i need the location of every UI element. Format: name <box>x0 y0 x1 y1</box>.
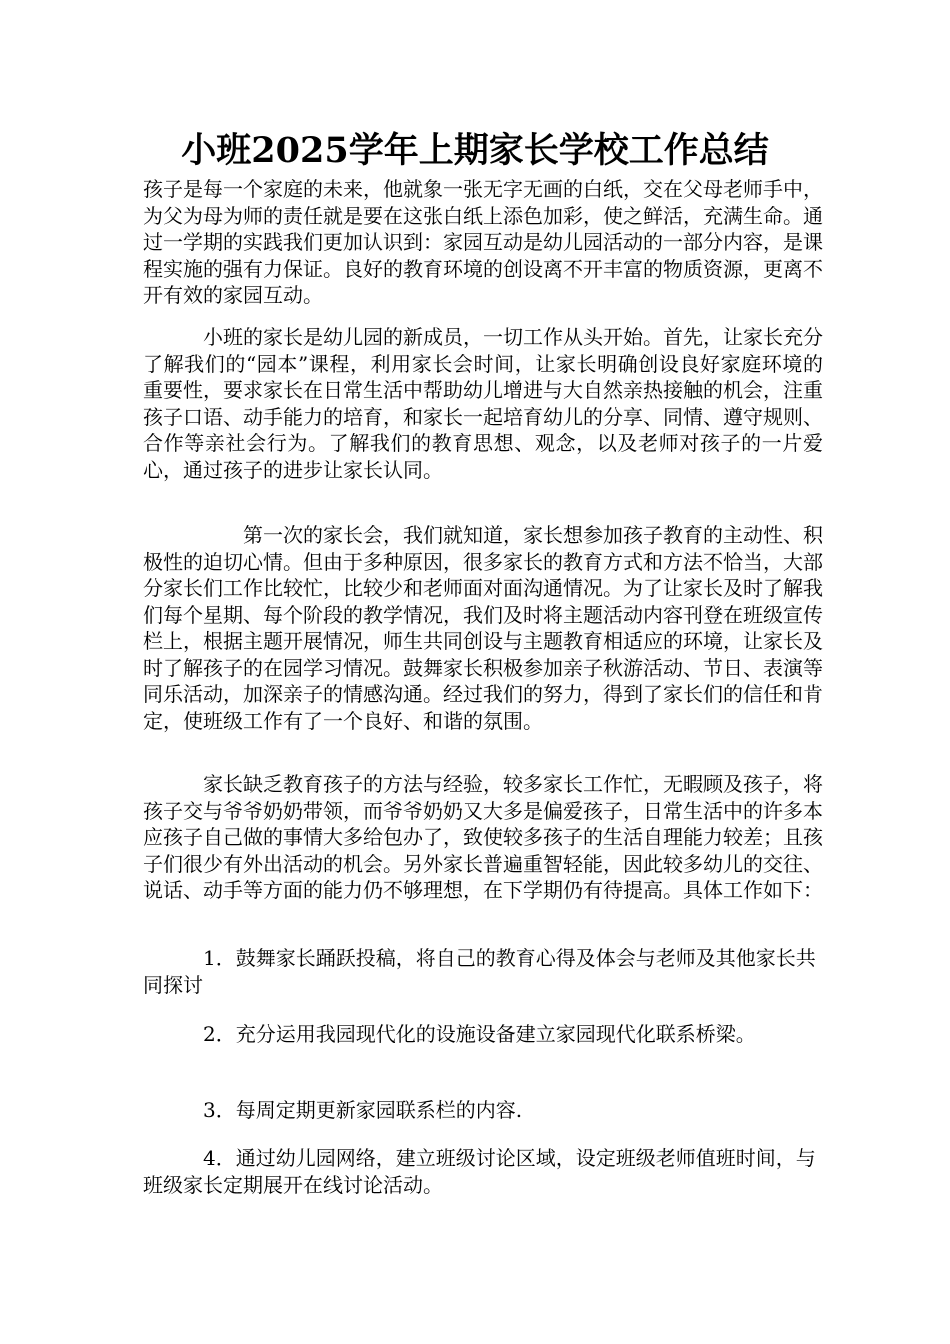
paragraph-parent-issues: 家长缺乏教育孩子的方法与经验，较多家长工作忙，无暇顾及孩子，将孩子交与爷爷奶奶带领，而爷爷奶奶又大多是偏爱孩子，日常生活中的许多本应孩子自己做的事情大多给包办了，致使较多孩子的生活自理能力较差；且孩子们很少有外出活动的机会。另外家长普遍重智轻能，因此较多幼儿的交往、说话、动手等方面的能力仍不够理想，在下学期仍有待提高。具体工作如下： <box>143 772 823 902</box>
document-title: 小班2025学年上期家长学校工作总结 <box>181 130 769 171</box>
list-item: 1．鼓舞家长踊跃投稿，将自己的教育心得及体会与老师及其他家长共同探讨 <box>143 946 816 997</box>
list-item: 3．每周定期更新家园联系栏的内容. <box>203 1098 523 1122</box>
list-item: 4．通过幼儿园网络，建立班级讨论区域，设定班级老师值班时间，与班级家长定期展开在线讨论活动。 <box>143 1146 816 1197</box>
paragraph-first-meeting: 第一次的家长会，我们就知道，家长想参加孩子教育的主动性、积极性的迫切心情。但由于多种原因，很多家长的教育方式和方法不恰当，大部分家长们工作比较忙，比较少和老师面对面沟通情况。为了让家长及时了解我们每个星期、每个阶段的教学情况，我们及时将主题活动内容刊登在班级宣传栏上，根据主题开展情况，师生共同创设与主题教育相适应的环境，让家长及时了解孩子的在园学习情况。鼓舞家长积极参加亲子秋游活动、节日、表演等同乐活动，加深亲子的情感沟通。经过我们的努力，得到了家长们的信任和肯定，使班级工作有了一个良好、和谐的氛围。 <box>143 523 823 733</box>
list-item: 2．充分运用我园现代化的设施设备建立家园现代化联系桥梁。 <box>203 1022 756 1046</box>
paragraph-intro: 孩子是每一个家庭的未来，他就象一张无字无画的白纸，交在父母老师手中，为父为母为师的责任就是要在这张白纸上添色加彩，使之鲜活，充满生命。通过一学期的实践我们更加认识到：家园互动是幼儿园活动的一部分内容，是课程实施的强有力保证。良好的教育环境的创设离不开丰富的物质资源，更离不开有效的家园互动。 <box>143 177 823 307</box>
paragraph-new-parents: 小班的家长是幼儿园的新成员，一切工作从头开始。首先，让家长充分了解我们的“园本”课程，利用家长会时间，让家长明确创设良好家庭环境的重要性，要求家长在日常生活中帮助幼儿增进与大自然亲热接触的机会，注重孩子口语、动手能力的培育，和家长一起培育幼儿的分享、同情、遵守规则、合作等亲社会行为。了解我们的教育思想、观念，以及老师对孩子的一片爱心，通过孩子的进步让家长认同。 <box>143 325 823 482</box>
